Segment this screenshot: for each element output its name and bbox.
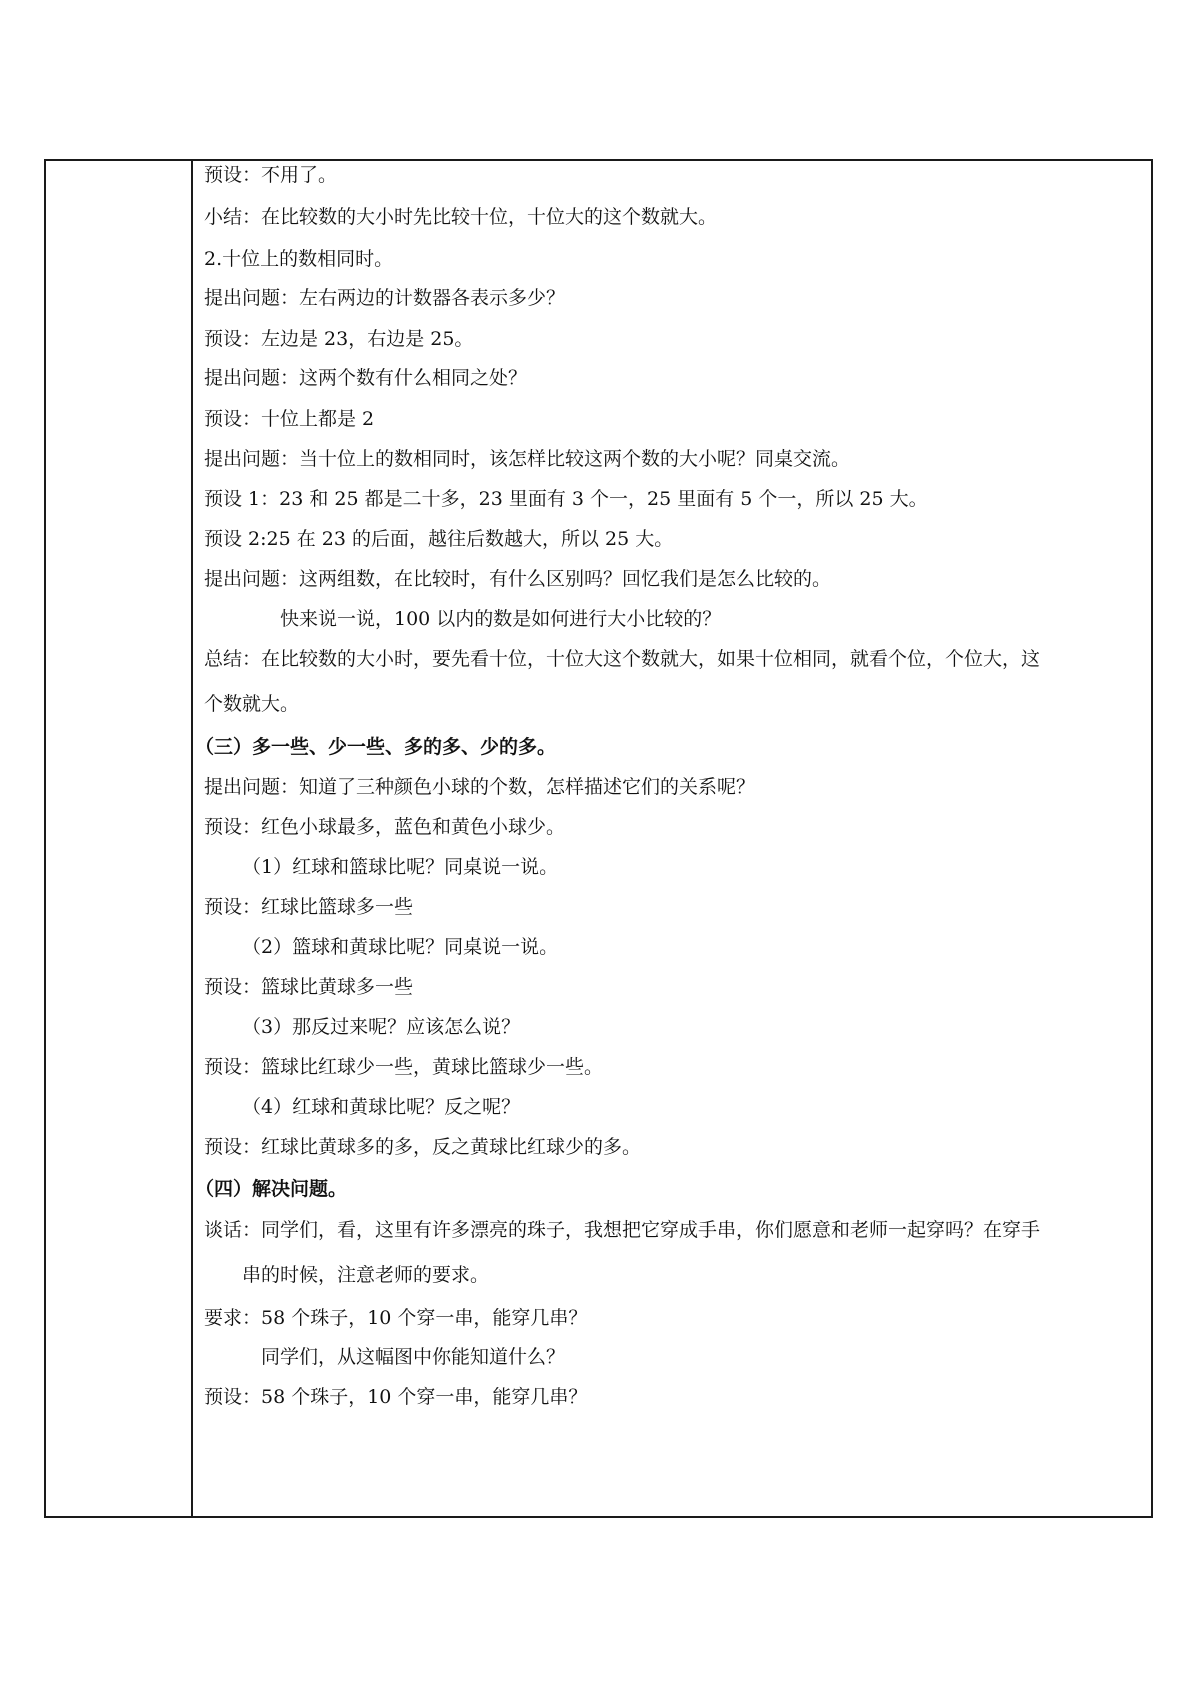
section-heading: （三）多一些、少一些、多的多、少的多。 [195, 736, 557, 758]
text-line: 提出问题：这两个数有什么相同之处？ [204, 367, 528, 389]
text-line: （4）红球和黄球比呢？反之呢？ [242, 1096, 521, 1118]
text-line: 预设：十位上都是 2 [204, 408, 375, 430]
text-line: 提出问题：这两组数，在比较时，有什么区别吗？回忆我们是怎么比较的。 [204, 568, 832, 590]
text-line: 预设：红球比黄球多的多，反之黄球比红球少的多。 [204, 1136, 642, 1158]
text-line: 个数就大。 [204, 693, 300, 715]
text-line: 预设：左边是 23，右边是 25。 [204, 328, 474, 350]
text-line: 快来说一说，100 以内的数是如何进行大小比较的？ [280, 608, 722, 630]
text-line: 预设：不用了。 [204, 164, 338, 186]
text-line: 预设 1：23 和 25 都是二十多，23 里面有 3 个一，25 里面有 5 个一，所以 25 大。 [204, 488, 928, 510]
text-line: 预设：红色小球最多，蓝色和黄色小球少。 [204, 816, 566, 838]
column-divider [191, 159, 193, 1518]
text-line: 同学们，从这幅图中你能知道什么？ [261, 1346, 566, 1368]
text-line: （2）篮球和黄球比呢？同桌说一说。 [242, 936, 559, 958]
left-column-cell [46, 161, 191, 1516]
text-line: 预设：篮球比红球少一些，黄球比篮球少一些。 [204, 1056, 604, 1078]
text-line: 提出问题：知道了三种颜色小球的个数，怎样描述它们的关系呢？ [204, 776, 756, 798]
text-line: 预设：篮球比黄球多一些 [204, 976, 414, 998]
text-line: （3）那反过来呢？应该怎么说？ [242, 1016, 521, 1038]
text-line: 预设：红球比篮球多一些 [204, 896, 414, 918]
text-line: 谈话：同学们，看，这里有许多漂亮的珠子，我想把它穿成手串，你们愿意和老师一起穿吗？在穿手 [204, 1219, 1041, 1241]
text-line: 预设 2:25 在 23 的后面，越往后数越大，所以 25 大。 [204, 528, 674, 550]
text-line: 串的时候，注意老师的要求。 [242, 1264, 490, 1286]
text-line: 提出问题：左右两边的计数器各表示多少？ [204, 287, 566, 309]
text-line: 提出问题：当十位上的数相同时，该怎样比较这两个数的大小呢？同桌交流。 [204, 448, 851, 470]
text-line: 小结：在比较数的大小时先比较十位，十位大的这个数就大。 [204, 206, 718, 228]
text-line: 2.十位上的数相同时。 [204, 248, 394, 270]
text-line: 总结：在比较数的大小时，要先看十位，十位大这个数就大，如果十位相同，就看个位，个位大，这 [204, 648, 1041, 670]
text-line: 预设：58 个珠子，10 个穿一串，能穿几串？ [204, 1386, 588, 1408]
text-line: 要求：58 个珠子，10 个穿一串，能穿几串？ [204, 1307, 588, 1329]
section-heading: （四）解决问题。 [195, 1178, 348, 1200]
text-line: （1）红球和篮球比呢？同桌说一说。 [242, 856, 559, 878]
